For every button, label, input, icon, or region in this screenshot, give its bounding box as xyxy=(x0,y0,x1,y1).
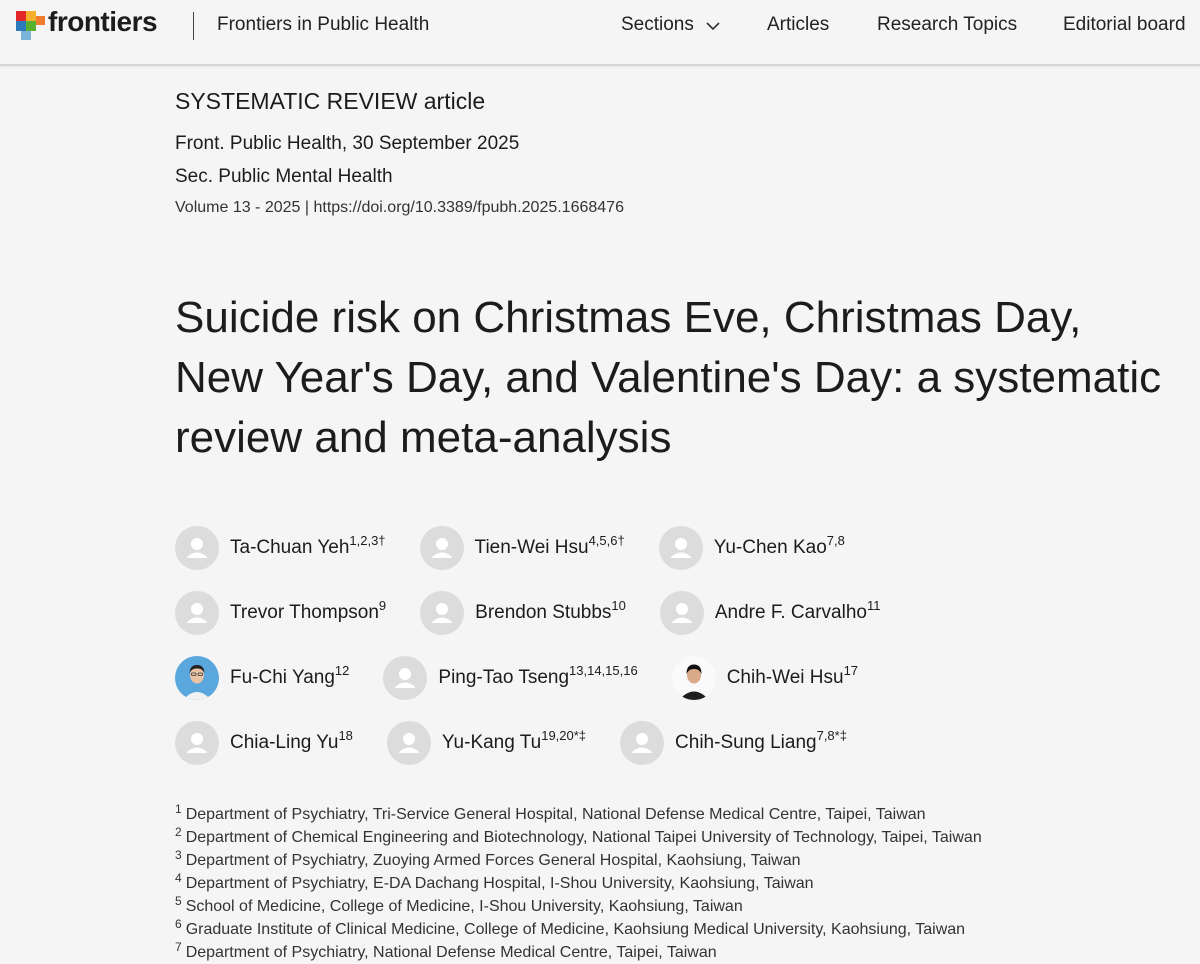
author-affiliation-sup: 13,14,15,16 xyxy=(569,663,638,678)
author-name[interactable]: Yu-Chen Kao$^{7,8}$ xyxy=(713,533,845,558)
author-row xyxy=(175,721,1175,765)
nav-sections-menu[interactable] xyxy=(621,14,722,36)
volume-doi-line xyxy=(175,199,624,217)
doi-link[interactable]: https://doi.org/10.3389/fpubh.2025.1668476 xyxy=(313,199,624,216)
author-affiliation-sup: 11 xyxy=(866,598,881,613)
avatar-placeholder-icon xyxy=(175,526,219,570)
author-row xyxy=(175,526,1175,570)
avatar-placeholder-icon xyxy=(175,721,219,765)
author-row xyxy=(175,591,1175,635)
avatar-placeholder-icon xyxy=(420,526,464,570)
author-name[interactable]: Andre F. Carvalho$^{11}$ xyxy=(714,598,881,623)
author-affiliation-sup: 9 xyxy=(378,598,387,613)
author-item[interactable] xyxy=(383,656,637,700)
article-section-link[interactable]: Sec. Public Mental Health xyxy=(175,166,393,187)
author-name[interactable]: Chih-Wei Hsu$^{17}$ xyxy=(726,663,859,688)
author-photo-avatar xyxy=(672,656,716,700)
author-photo-avatar xyxy=(175,656,219,700)
affiliation-item: $^6$ Graduate Institute of Clinical Medicine, College of Medicine, Kaohsiung Medical University, Kaohsiung, Taiwan xyxy=(175,917,966,938)
author-item[interactable] xyxy=(175,591,386,635)
nav-sections-label: Sections xyxy=(621,14,694,35)
volume-label: Volume 13 - 2025 | xyxy=(175,199,310,216)
author-item[interactable] xyxy=(659,526,845,570)
frontiers-logo-text[interactable]: frontiers xyxy=(48,6,158,37)
author-item[interactable] xyxy=(387,721,586,765)
frontiers-logo-icon[interactable] xyxy=(14,9,50,41)
author-affiliation-sup: 17 xyxy=(843,663,859,678)
avatar-placeholder-icon xyxy=(620,721,664,765)
chevron-down-icon xyxy=(704,17,722,35)
header-divider xyxy=(193,12,194,40)
author-affiliation-sup: 1,2,3† xyxy=(349,533,386,548)
journal-date: Front. Public Health, 30 September 2025 xyxy=(175,133,520,154)
author-list xyxy=(175,526,1175,786)
affiliation-item: $^3$ Department of Psychiatry, Zuoying Armed Forces General Hospital, Kaohsiung, Taiwan xyxy=(175,848,801,869)
author-affiliation-sup: 19,20*‡ xyxy=(541,728,587,743)
author-name[interactable]: Brendon Stubbs$^{10}$ xyxy=(475,598,626,623)
article-title: Suicide risk on Christmas Eve, Christmas Day, New Year's Day, and Valentine's Day: a systematic review and meta-analysis xyxy=(175,293,1162,462)
journal-name-link[interactable]: Frontiers in Public Health xyxy=(217,14,430,35)
avatar-placeholder-icon xyxy=(420,591,464,635)
author-name[interactable]: Yu-Kang $Tu^{19,20*\ddagger}$ xyxy=(441,728,587,753)
author-affiliation-sup: 12 xyxy=(334,663,350,678)
avatar-placeholder-icon xyxy=(660,591,704,635)
author-name[interactable]: Tien-Wei Hsu$^{4,5,6\dagger}$ xyxy=(474,533,625,558)
author-affiliation-sup: 18 xyxy=(338,728,353,743)
author-affiliation-sup: 4,5,6† xyxy=(588,533,625,548)
author-item[interactable] xyxy=(660,591,881,635)
author-affiliation-sup: 7,8 xyxy=(826,533,845,548)
avatar-placeholder-icon xyxy=(659,526,703,570)
affiliation-item: $^7$ Department of Psychiatry, National Defense Medical Centre, Taipei, Taiwan xyxy=(175,940,717,961)
author-name[interactable]: Fu-Chi Yang$^{12}$ xyxy=(230,663,350,688)
avatar-placeholder-icon xyxy=(387,721,431,765)
author-name[interactable]: Chih-Sung Liang$^{7,8*\ddagger}$ xyxy=(675,728,847,753)
avatar-placeholder-icon xyxy=(383,656,427,700)
author-affiliation-sup: 10 xyxy=(611,598,626,613)
nav-editorial-board-link[interactable]: Editorial board xyxy=(1063,14,1186,35)
author-name[interactable]: Ta-Chuan Yeh$^{1,2,3\dagger}$ xyxy=(230,533,386,558)
author-row xyxy=(175,656,1175,700)
affiliation-list xyxy=(175,803,1185,964)
top-navigation-bar xyxy=(0,0,1200,66)
author-item[interactable] xyxy=(175,526,386,570)
author-item[interactable] xyxy=(175,656,349,700)
affiliation-item: $^5$ School of Medicine, College of Medicine, I-Shou University, Kaohsiung, Taiwan xyxy=(175,894,743,915)
author-item[interactable] xyxy=(420,591,626,635)
affiliation-item: $^4$ Department of Psychiatry, E-DA Dachang Hospital, I-Shou University, Kaohsiung, Taiwan xyxy=(175,871,814,892)
author-affiliation-sup: 7,8*‡ xyxy=(816,728,847,743)
affiliation-item: $^2$ Department of Chemical Engineering and Biotechnology, National Taipei University of Technology, Taipei, Taiwan xyxy=(175,825,982,846)
nav-articles-link[interactable]: Articles xyxy=(767,14,830,35)
author-name[interactable]: Ping-Tao Tseng$^{13,14,15,16}$ xyxy=(438,663,638,688)
author-name[interactable]: Chia-Ling Yu$^{18}$ xyxy=(230,728,353,753)
author-item[interactable] xyxy=(420,526,625,570)
author-item[interactable] xyxy=(672,656,858,700)
avatar-placeholder-icon xyxy=(175,591,219,635)
nav-research-topics-link[interactable]: Research Topics xyxy=(877,14,1018,35)
author-item[interactable] xyxy=(175,721,353,765)
article-type: SYSTEMATIC REVIEW article xyxy=(175,88,486,114)
affiliation-item: $^1$ Department of Psychiatry, Tri-Service General Hospital, National Defense Medical Centre, Taipei, Taiwan xyxy=(175,802,926,823)
author-name[interactable]: Trevor Thompson$^9$ xyxy=(230,598,387,623)
author-item[interactable] xyxy=(620,721,847,765)
